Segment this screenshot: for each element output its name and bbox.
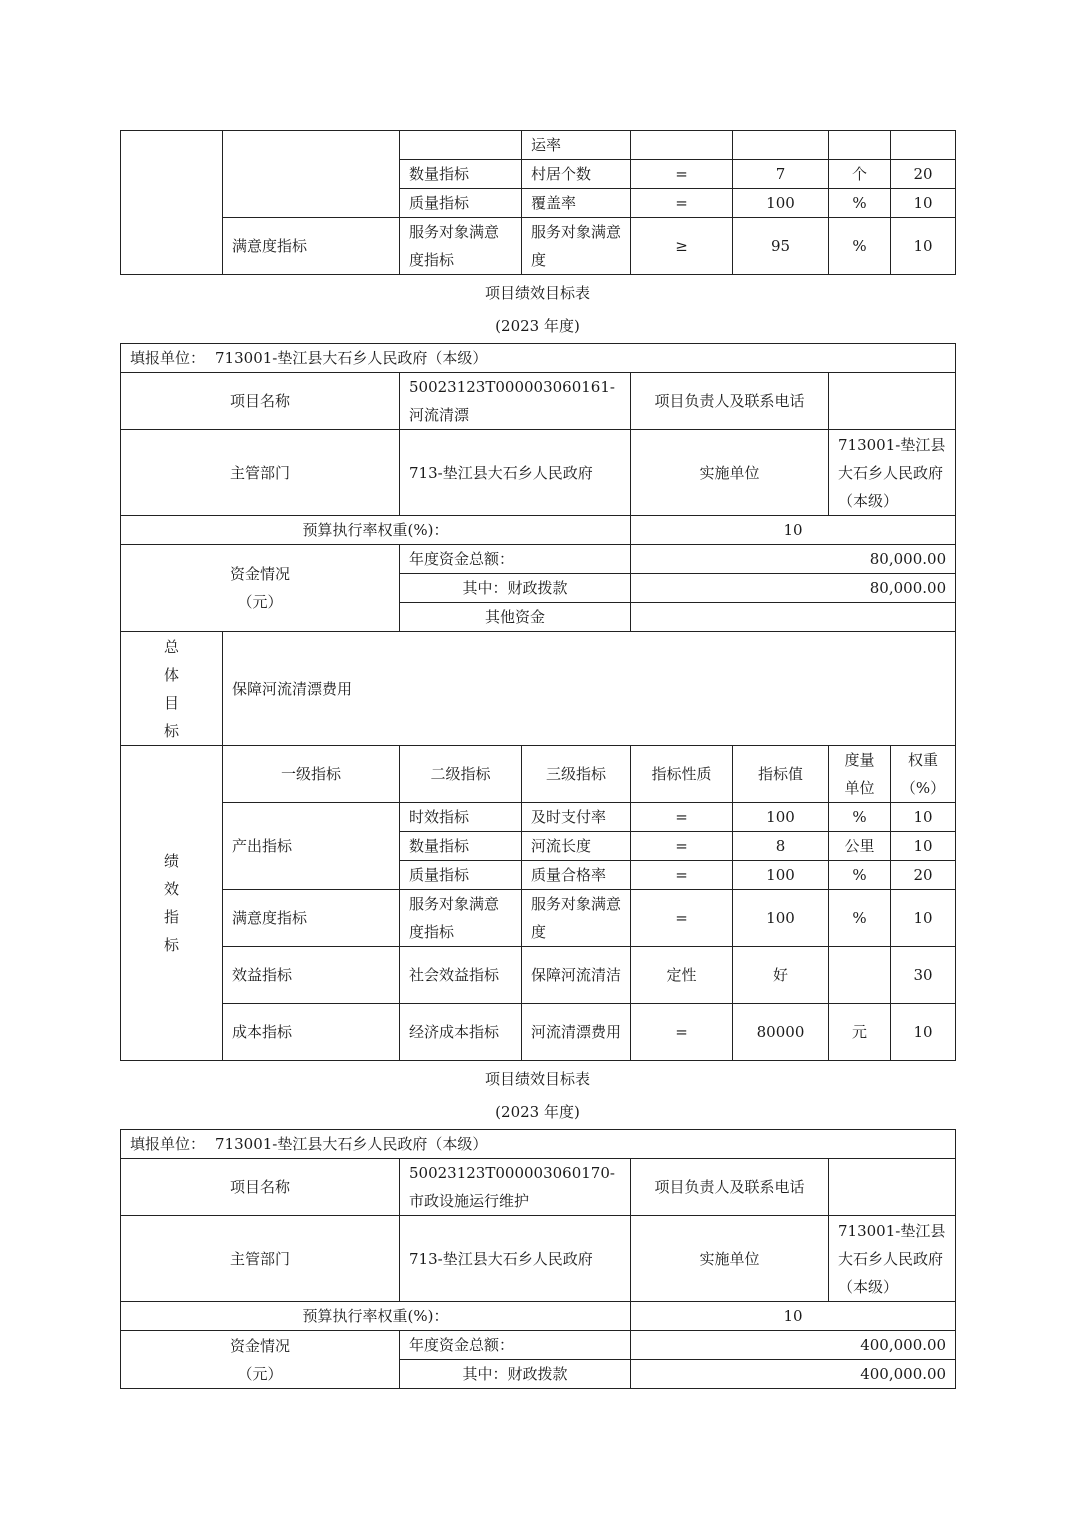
fragment-l2-cell: 服务对象满意度指标 bbox=[400, 218, 522, 275]
table-year: (2023 年度) bbox=[495, 317, 580, 335]
nature-cell: = bbox=[631, 832, 733, 861]
fragment-value-cell: 100 bbox=[733, 189, 829, 218]
fragment-value-cell: 95 bbox=[733, 218, 829, 275]
fragment-l3-cell: 服务对象满意度 bbox=[522, 218, 631, 275]
reporting-unit-row bbox=[121, 1130, 956, 1159]
contact-label: 项目负责人及联系电话 bbox=[631, 1159, 829, 1216]
value-cell: 8 bbox=[733, 832, 829, 861]
value-cell: 100 bbox=[733, 861, 829, 890]
contact-value bbox=[829, 373, 956, 430]
l3-cell: 河流清漂费用 bbox=[522, 1004, 631, 1061]
overall-goal-label: 总 体 目 标 bbox=[121, 632, 223, 746]
unit-cell: 元 bbox=[829, 1004, 891, 1061]
l3-cell: 质量合格率 bbox=[522, 861, 631, 890]
weight-cell: 30 bbox=[891, 947, 956, 1004]
top-fragment-table bbox=[120, 130, 956, 275]
project-name-label: 项目名称 bbox=[121, 1159, 400, 1216]
impl-unit-label: 实施单位 bbox=[631, 1216, 829, 1302]
weight-cell: 10 bbox=[891, 890, 956, 947]
header-value: 指标值 bbox=[733, 746, 829, 803]
fragment-unit-cell: % bbox=[829, 189, 891, 218]
fragment-unit-cell: 个 bbox=[829, 160, 891, 189]
dept-value: 713-垫江县大石乡人民政府 bbox=[400, 1216, 631, 1302]
l2-cell: 经济成本指标 bbox=[400, 1004, 522, 1061]
impl-unit-value: 713001-垫江县大石乡人民政府（本级） bbox=[829, 1216, 956, 1302]
l3-cell: 服务对象满意度 bbox=[522, 890, 631, 947]
reporting-unit-value: 713001-垫江县大石乡人民政府（本级） bbox=[215, 1135, 488, 1153]
reporting-unit-label: 填报单位： bbox=[130, 349, 206, 367]
budget-weight-value: 10 bbox=[631, 1302, 956, 1331]
l3-cell: 河流长度 bbox=[522, 832, 631, 861]
budget-weight-label: 预算执行率权重(%)： bbox=[121, 1302, 631, 1331]
fragment-nature-cell: ≥ bbox=[631, 218, 733, 275]
impl-unit-value: 713001-垫江县大石乡人民政府（本级） bbox=[829, 430, 956, 516]
project-name-label: 项目名称 bbox=[121, 373, 400, 430]
unit-cell: % bbox=[829, 861, 891, 890]
l3-cell: 保障河流清洁 bbox=[522, 947, 631, 1004]
l3-cell: 及时支付率 bbox=[522, 803, 631, 832]
weight-cell: 10 bbox=[891, 803, 956, 832]
fragment-l2-cell: 质量指标 bbox=[400, 189, 522, 218]
nature-cell: 定性 bbox=[631, 947, 733, 1004]
fund-total-label: 年度资金总额： bbox=[400, 1331, 631, 1360]
fund-other-value bbox=[631, 603, 956, 632]
table-row bbox=[121, 1004, 956, 1061]
dept-label: 主管部门 bbox=[121, 430, 400, 516]
fund-total-value: 80,000.00 bbox=[631, 545, 956, 574]
fund-label: 资金情况 bbox=[229, 565, 290, 583]
performance-table-2 bbox=[120, 1129, 956, 1389]
fund-fiscal-value: 80,000.00 bbox=[631, 574, 956, 603]
unit-cell: % bbox=[829, 803, 891, 832]
fragment-nature-cell: = bbox=[631, 160, 733, 189]
fragment-weight-cell: 10 bbox=[891, 218, 956, 275]
performance-table-1 bbox=[120, 343, 956, 1061]
dept-label: 主管部门 bbox=[121, 1216, 400, 1302]
header-nature: 指标性质 bbox=[631, 746, 733, 803]
table-year: (2023 年度) bbox=[495, 1103, 580, 1121]
weight-cell: 20 bbox=[891, 861, 956, 890]
fund-fiscal-label: 其中：财政拨款 bbox=[400, 574, 631, 603]
fund-label-cell bbox=[121, 545, 400, 632]
value-cell: 100 bbox=[733, 803, 829, 832]
fragment-l2-cell: 数量指标 bbox=[400, 160, 522, 189]
fragment-l1-cell: 满意度指标 bbox=[223, 218, 400, 275]
fragment-nature-cell: = bbox=[631, 189, 733, 218]
fund-other-label: 其他资金 bbox=[400, 603, 631, 632]
fragment-empty-l2-cell bbox=[400, 131, 522, 160]
fund-unit: （元） bbox=[237, 593, 283, 611]
performance-indicator-label: 绩 效 指 标 bbox=[121, 746, 223, 1061]
l1-cell: 成本指标 bbox=[223, 1004, 400, 1061]
weight-cell: 10 bbox=[891, 1004, 956, 1061]
impl-unit-label: 实施单位 bbox=[631, 430, 829, 516]
value-cell: 100 bbox=[733, 890, 829, 947]
value-cell: 80000 bbox=[733, 1004, 829, 1061]
fragment-l3-cell: 村居个数 bbox=[522, 160, 631, 189]
fund-unit: （元） bbox=[237, 1364, 283, 1383]
fragment-l3-cell: 运率 bbox=[522, 131, 631, 160]
reporting-unit-value: 713001-垫江县大石乡人民政府（本级） bbox=[215, 349, 488, 367]
fund-total-label: 年度资金总额： bbox=[400, 545, 631, 574]
weight-cell: 10 bbox=[891, 832, 956, 861]
budget-weight-value: 10 bbox=[631, 516, 956, 545]
budget-weight-label: 预算执行率权重(%)： bbox=[121, 516, 631, 545]
table-row bbox=[121, 803, 956, 832]
fund-label: 资金情况 bbox=[229, 1336, 290, 1355]
l1-cell: 效益指标 bbox=[223, 947, 400, 1004]
header-l2: 二级指标 bbox=[400, 746, 522, 803]
overall-goal-value: 保障河流清漂费用 bbox=[223, 632, 956, 746]
header-unit: 度量单位 bbox=[829, 746, 891, 803]
fragment-l3-cell: 覆盖率 bbox=[522, 189, 631, 218]
l1-cell: 产出指标 bbox=[223, 803, 400, 890]
table-title: 项目绩效目标表 bbox=[484, 1070, 590, 1088]
l2-cell: 时效指标 bbox=[400, 803, 522, 832]
contact-label: 项目负责人及联系电话 bbox=[631, 373, 829, 430]
fund-label-cell bbox=[121, 1331, 400, 1389]
unit-cell: % bbox=[829, 890, 891, 947]
dept-value: 713-垫江县大石乡人民政府 bbox=[400, 430, 631, 516]
l1-cell: 满意度指标 bbox=[223, 890, 400, 947]
contact-value bbox=[829, 1159, 956, 1216]
value-cell: 好 bbox=[733, 947, 829, 1004]
fund-fiscal-label: 其中：财政拨款 bbox=[400, 1360, 631, 1389]
fragment-weight-cell: 20 bbox=[891, 160, 956, 189]
table-row bbox=[121, 947, 956, 1004]
header-l1: 一级指标 bbox=[223, 746, 400, 803]
header-l3: 三级指标 bbox=[522, 746, 631, 803]
fragment-weight-cell: 10 bbox=[891, 189, 956, 218]
nature-cell: = bbox=[631, 890, 733, 947]
header-weight: 权重（%） bbox=[891, 746, 956, 803]
reporting-unit-label: 填报单位： bbox=[130, 1135, 206, 1153]
nature-cell: = bbox=[631, 1004, 733, 1061]
fund-total-value: 400,000.00 bbox=[631, 1331, 956, 1360]
fragment-value-cell: 7 bbox=[733, 160, 829, 189]
fragment-empty-l1-cell bbox=[223, 131, 400, 218]
project-name-value: 50023123T000003060161-河流清漂 bbox=[400, 373, 631, 430]
table-row bbox=[121, 890, 956, 947]
fragment-empty-label-cell bbox=[121, 131, 223, 275]
fragment-unit-cell: % bbox=[829, 218, 891, 275]
nature-cell: = bbox=[631, 861, 733, 890]
l2-cell: 数量指标 bbox=[400, 832, 522, 861]
unit-cell bbox=[829, 947, 891, 1004]
reporting-unit-row bbox=[121, 344, 956, 373]
nature-cell: = bbox=[631, 803, 733, 832]
project-name-value: 50023123T000003060170-市政设施运行维护 bbox=[400, 1159, 631, 1216]
table-title: 项目绩效目标表 bbox=[484, 284, 590, 302]
l2-cell: 服务对象满意度指标 bbox=[400, 890, 522, 947]
fund-fiscal-value: 400,000.00 bbox=[631, 1360, 956, 1389]
l2-cell: 社会效益指标 bbox=[400, 947, 522, 1004]
l2-cell: 质量指标 bbox=[400, 861, 522, 890]
unit-cell: 公里 bbox=[829, 832, 891, 861]
